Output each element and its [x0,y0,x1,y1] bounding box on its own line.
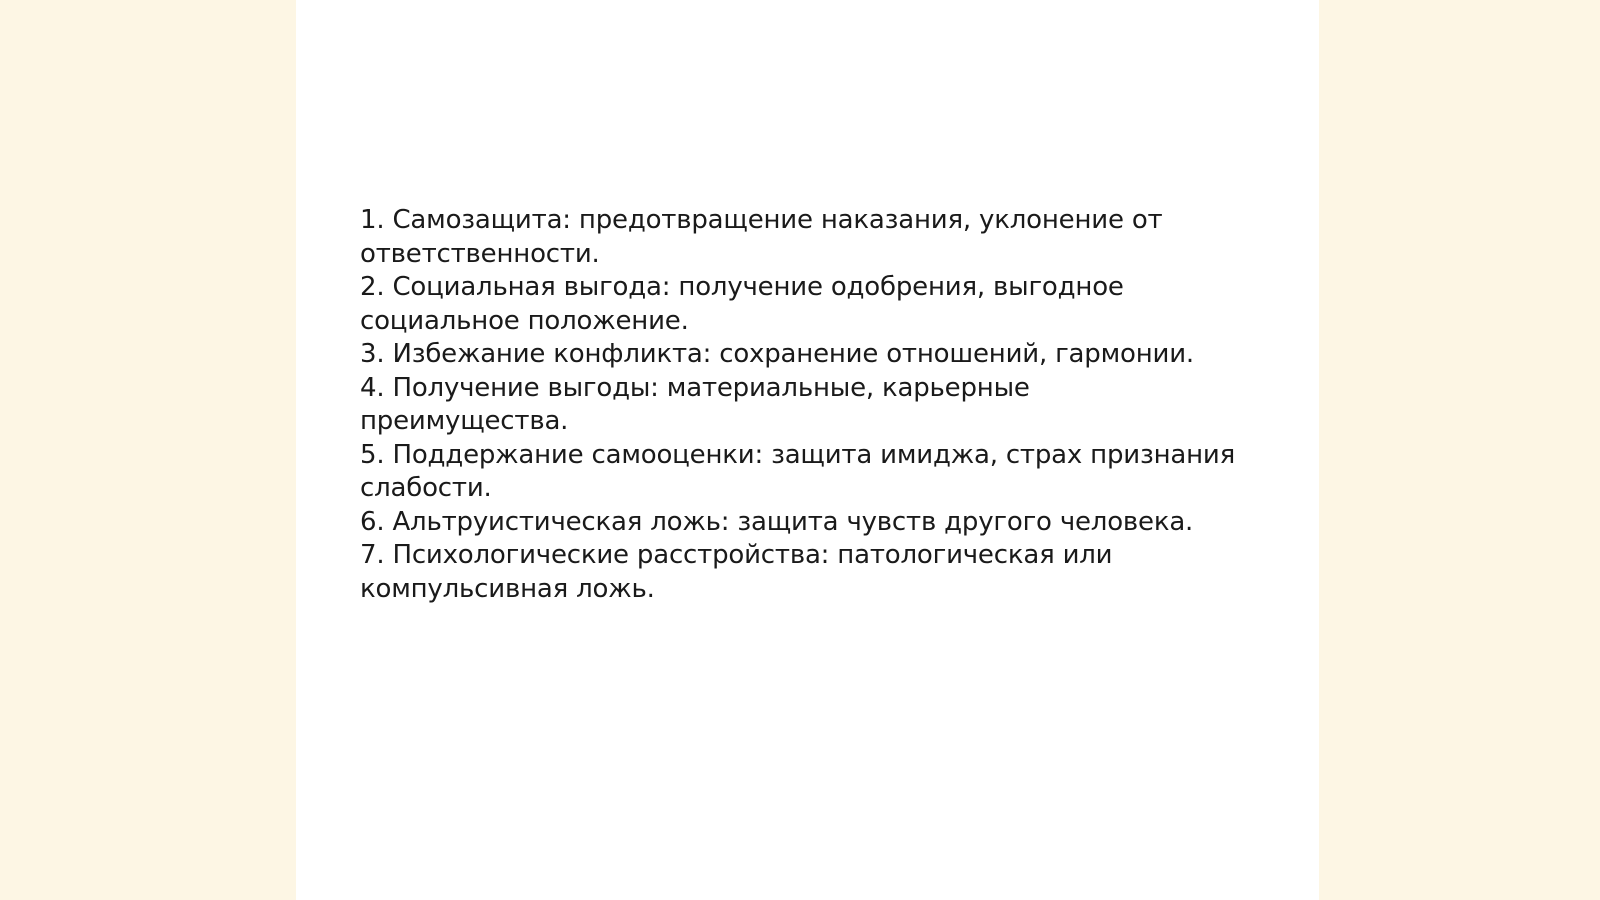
list-item: 3. Избежание конфликта: сохранение отношений, гармонии. [360,339,1194,369]
list-item: 1. Самозащита: предотвращение наказания, уклонение от ответственности. [360,205,1163,269]
numbered-list [360,204,1250,606]
list-item: 2. Социальная выгода: получение одобрения, выгодное социальное положение. [360,272,1124,336]
list-item: 5. Поддержание самооценки: защита имиджа, страх признания слабости. [360,439,1236,503]
list-item: 4. Получение выгоды: материальные, карьерные преимущества. [360,372,1030,436]
right-margin [1319,0,1600,900]
list-item: 7. Психологические расстройства: патологическая или компульсивная ложь. [360,540,1113,604]
list-item: 6. Альтруистическая ложь: защита чувств другого человека. [360,506,1194,537]
slide-page [296,0,1319,900]
left-margin [0,0,296,900]
